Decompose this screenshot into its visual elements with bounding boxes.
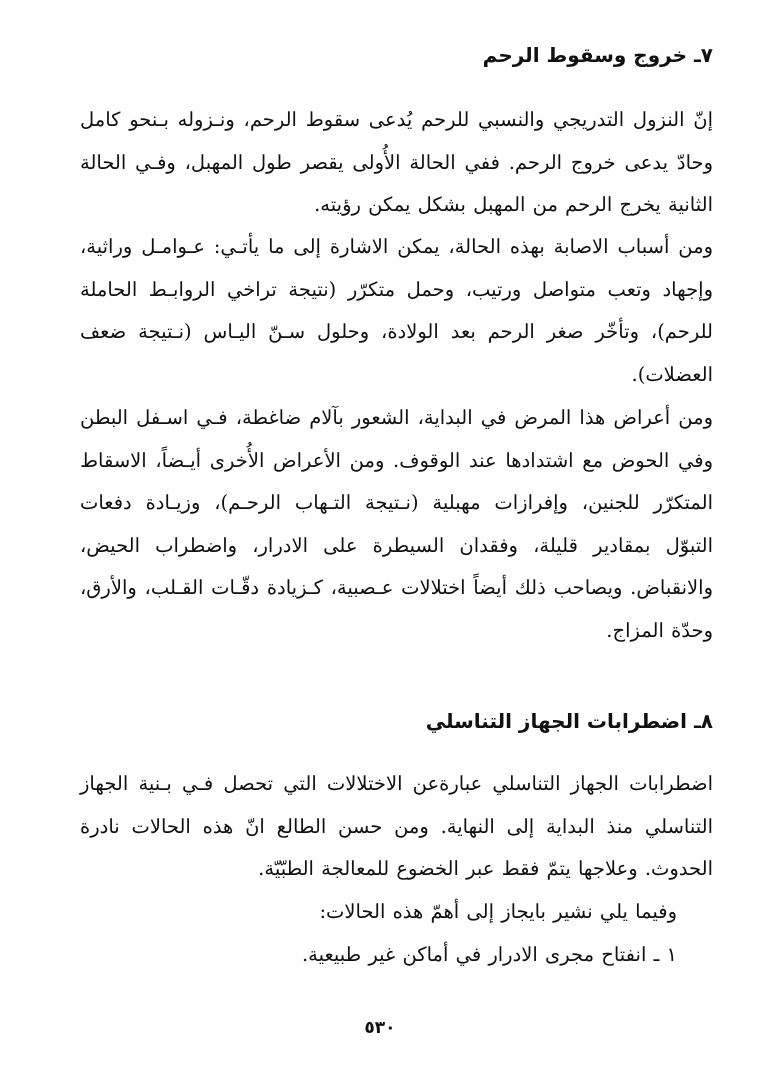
section-8-heading: ٨ـ اضطرابات الجهاز التناسلي <box>425 709 713 733</box>
page-number: ٥٣٠ <box>364 1018 396 1038</box>
section-7-heading: ٧ـ خروج وسقوط الرحم <box>482 43 713 67</box>
section-7-paragraph-1: إنّ النزول التدريجي والنسبي للرحم يُدعى سقوط الرحم، ونـزوله بـنحو كامل وحادّ يدعى خروج الرحم. ففي الحالة الأُولى يقصر طول المهبل، وفـي الحالة الثانية يخرج الرحم من المهبل بشكل يمكن رؤيته. <box>80 108 713 217</box>
section-8-paragraph-1: اضطرابات الجهاز التناسلي عبارةعن الاختلالات التي تحصل فـي بـنية الجهاز التناسلي منذ البداية إلى النهاية. ومن حسن الطالع انّ هذه الحالات نادرة الحدوث. وعلاجها يتمّ فقط عبر الخضوع للمعالجة الطبّيّة. <box>80 772 713 881</box>
section-7-paragraph-2: ومن أسباب الاصابة بهذه الحالة، يمكن الاشارة إلى ما يأتـي: عـوامـل وراثية، وإجهاد وتعب متواصل ورتيب، وحمل متكرّر (نتيجة تراخي الروابـط الحاملة للرحم)، وتأخّر صغر الرحم بعد الولادة، وحلول سـنّ اليـاس (نـتيجة ضعف العضلات). <box>80 235 713 386</box>
section-7-paragraph-3: ومن أعراض هذا المرض في البداية، الشعور بآلام ضاغطة، فـي اسـفل البطن وفي الحوض مع اشتدادها عند الوقوف. ومن الأعراض الأُخرى أيـضاً، الاسقاط المتكرّر للجنين، وإفرازات مهبلية (نـتيجة التـهاب الرحـم)، وزيـادة دفعات التبوّل بمقادير قليلة، وفقدان السيطرة على الادرار، واضطراب الحيض، والانقباض. ويصاحب ذلك أيضاً اختلالات عـصبية، كـزيادة دقّـات القـلب، والأرق، وحدّة المزاج. <box>80 406 713 642</box>
section-8-paragraph-2: وفيما يلي نشير بايجاز إلى أهمّ هذه الحالات: <box>319 900 677 923</box>
section-8-list-item-1: ١ ـ انفتاح مجرى الادرار في أماكن غير طبيعية. <box>301 943 677 966</box>
